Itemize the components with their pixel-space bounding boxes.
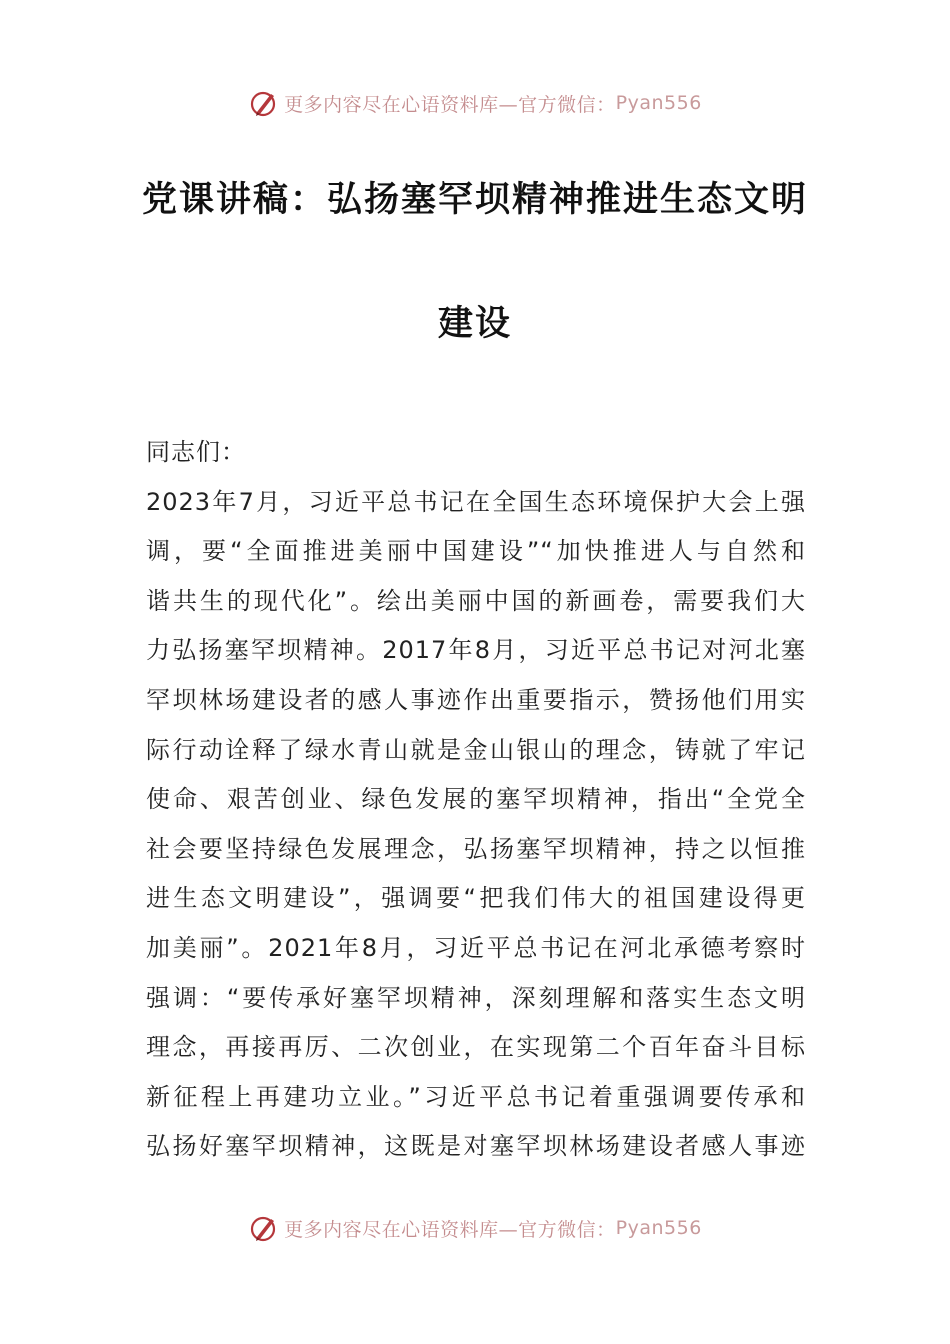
pen-logo-icon [248, 1212, 280, 1244]
body-text [146, 428, 806, 1172]
paragraph-line: 调，要“全面推进美丽中国建设”“加快推进人与自然和 [146, 537, 806, 566]
pen-logo-icon [248, 87, 280, 119]
watermark-wechat-id: Pyan556 [615, 92, 702, 114]
header-watermark [0, 85, 950, 121]
footer-watermark [0, 1210, 950, 1246]
paragraph-line: 加美丽”。2021年8月，习近平总书记在河北承德考察时 [146, 933, 806, 962]
watermark-text: 更多内容尽在心语资料库—官方微信： [284, 1218, 616, 1241]
paragraph-line: 罕坝林场建设者的感人事迹作出重要指示，赞扬他们用实 [146, 685, 806, 714]
paragraph-line: 际行动诠释了绿水青山就是金山银山的理念，铸就了牢记 [146, 735, 806, 764]
paragraph-line: 谐共生的现代化”。绘出美丽中国的新画卷，需要我们大 [146, 586, 806, 615]
paragraph-line: 弘扬好塞罕坝精神，这既是对塞罕坝林场建设者感人事迹 [146, 1132, 806, 1161]
document-title-line-2: 建设 [437, 304, 512, 344]
paragraph-line: 使命、艰苦创业、绿色发展的塞罕坝精神，指出“全党全 [146, 785, 806, 814]
watermark-text: 更多内容尽在心语资料库—官方微信： [284, 93, 616, 116]
watermark-wechat-id: Pyan556 [615, 1217, 702, 1239]
paragraph-line: 强调：“要传承好塞罕坝精神，深刻理解和落实生态文明 [146, 983, 806, 1012]
paragraph-line: 力弘扬塞罕坝精神。2017年8月，习近平总书记对河北塞 [146, 636, 806, 665]
salutation: 同志们： [146, 438, 246, 466]
document-title-line-1: 党课讲稿：弘扬塞罕坝精神推进生态文明 [141, 180, 808, 220]
paragraph-line: 2023年7月，习近平总书记在全国生态环境保护大会上强 [146, 487, 806, 516]
paragraph-line: 社会要坚持绿色发展理念，弘扬塞罕坝精神，持之以恒推 [146, 834, 806, 863]
paragraph-line: 新征程上再建功立业。”习近平总书记着重强调要传承和 [146, 1082, 806, 1111]
paragraph-line: 进生态文明建设”，强调要“把我们伟大的祖国建设得更 [146, 884, 806, 913]
paragraph-line: 理念，再接再厉、二次创业，在实现第二个百年奋斗目标 [146, 1033, 806, 1062]
